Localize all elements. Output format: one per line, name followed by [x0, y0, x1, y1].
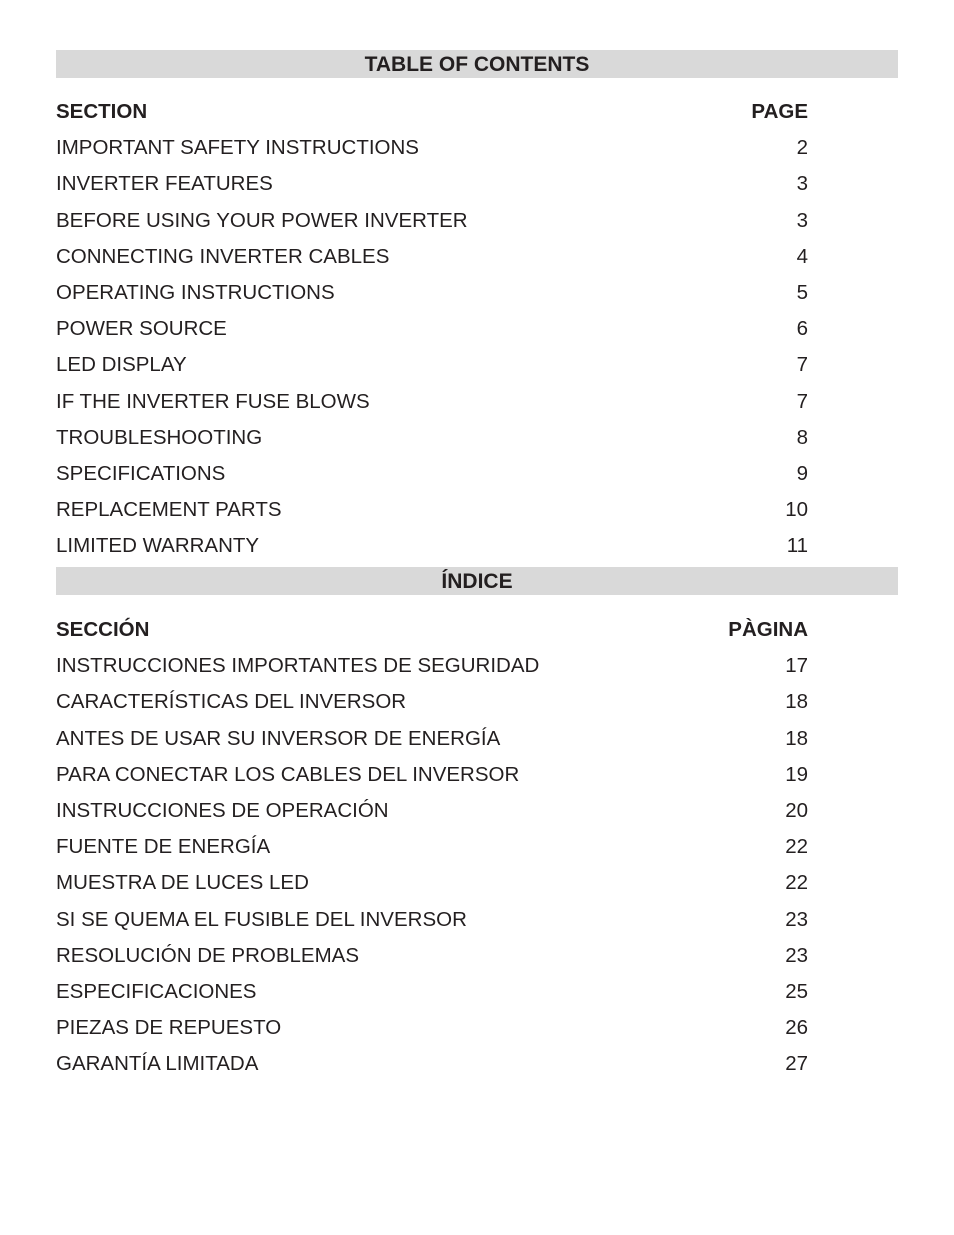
indice-entry[interactable]	[56, 684, 808, 720]
indice-entry[interactable]	[56, 938, 808, 974]
indice-entry-label: INSTRUCCIONES IMPORTANTES DE SEGURIDAD	[56, 654, 540, 678]
indice-header-row	[56, 612, 808, 648]
indice-entry-label: GARANTÍA LIMITADA	[56, 1052, 259, 1076]
toc-header-row	[56, 94, 808, 130]
toc-entry-label: OPERATING INSTRUCTIONS	[56, 281, 335, 305]
toc-entry-page: 3	[796, 172, 808, 196]
indice-entry[interactable]	[56, 648, 808, 684]
indice-entry-page: 23	[785, 943, 808, 967]
toc-title: TABLE OF CONTENTS	[364, 53, 590, 76]
indice-entry-page: 18	[785, 726, 808, 750]
toc-entry-page: 8	[796, 425, 808, 449]
indice-entry[interactable]	[56, 865, 808, 901]
indice-entry[interactable]	[56, 974, 808, 1010]
toc-spanish	[56, 612, 808, 1082]
toc-entry[interactable]	[56, 456, 808, 492]
toc-entry-label: SPECIFICATIONS	[56, 461, 226, 485]
pagina-column-header: PÀGINA	[728, 618, 808, 642]
toc-title-banner	[56, 50, 898, 78]
toc-entry-page: 7	[796, 389, 808, 413]
toc-entry[interactable]	[56, 528, 808, 564]
indice-entry-page: 19	[785, 762, 808, 786]
toc-entry[interactable]	[56, 384, 808, 420]
toc-entry[interactable]	[56, 420, 808, 456]
indice-title-banner	[56, 567, 898, 595]
toc-english	[56, 94, 808, 564]
toc-entry-page: 3	[796, 208, 808, 232]
indice-title: ÍNDICE	[441, 570, 513, 593]
toc-entry-label: CONNECTING INVERTER CABLES	[56, 244, 390, 268]
toc-entry-label: LED DISPLAY	[56, 353, 187, 377]
toc-entry[interactable]	[56, 347, 808, 383]
toc-entry[interactable]	[56, 492, 808, 528]
toc-entry-page: 5	[796, 281, 808, 305]
indice-entry-label: CARACTERÍSTICAS DEL INVERSOR	[56, 690, 407, 714]
toc-entry[interactable]	[56, 311, 808, 347]
toc-entry-label: IF THE INVERTER FUSE BLOWS	[56, 389, 370, 413]
indice-entry-label: FUENTE DE ENERGÍA	[56, 835, 271, 859]
indice-entry-label: ESPECIFICACIONES	[56, 979, 257, 1003]
indice-entry-page: 27	[785, 1052, 808, 1076]
toc-entry-label: TROUBLESHOOTING	[56, 425, 263, 449]
toc-entry-label: INVERTER FEATURES	[56, 172, 273, 196]
indice-entry-label: INSTRUCCIONES DE OPERACIÓN	[56, 799, 389, 823]
page-column-header: PAGE	[751, 100, 808, 124]
indice-entry[interactable]	[56, 829, 808, 865]
toc-entry[interactable]	[56, 239, 808, 275]
indice-entry-page: 20	[785, 799, 808, 823]
indice-entry-page: 17	[785, 654, 808, 678]
indice-entry-page: 22	[785, 871, 808, 895]
indice-entry-label: PARA CONECTAR LOS CABLES DEL INVERSOR	[56, 762, 520, 786]
indice-entry[interactable]	[56, 757, 808, 793]
toc-entry-page: 6	[796, 317, 808, 341]
toc-entry[interactable]	[56, 275, 808, 311]
toc-entry-page: 2	[796, 136, 808, 160]
indice-entry-label: ANTES DE USAR SU INVERSOR DE ENERGÍA	[56, 726, 501, 750]
indice-entry-page: 22	[785, 835, 808, 859]
toc-entry-page: 10	[785, 498, 808, 522]
indice-entry[interactable]	[56, 1046, 808, 1082]
toc-entry-page: 11	[786, 534, 808, 558]
indice-entry-label: SI SE QUEMA EL FUSIBLE DEL INVERSOR	[56, 907, 467, 931]
toc-entry-page: 9	[796, 461, 808, 485]
toc-entry-page: 4	[796, 244, 808, 268]
toc-entry[interactable]	[56, 203, 808, 239]
section-column-header: SECTION	[56, 100, 148, 124]
seccion-column-header: SECCIÓN	[56, 618, 150, 642]
toc-entry-label: BEFORE USING YOUR POWER INVERTER	[56, 208, 468, 232]
indice-entry[interactable]	[56, 1010, 808, 1046]
toc-entry-page: 7	[796, 353, 808, 377]
toc-entry[interactable]	[56, 166, 808, 202]
indice-entry-label: PIEZAS DE REPUESTO	[56, 1016, 282, 1040]
indice-entry-label: RESOLUCIÓN DE PROBLEMAS	[56, 943, 360, 967]
toc-entry-label: LIMITED WARRANTY	[56, 534, 260, 558]
indice-entry[interactable]	[56, 793, 808, 829]
indice-entry-page: 18	[785, 690, 808, 714]
indice-entry-page: 23	[785, 907, 808, 931]
toc-entry-label: REPLACEMENT PARTS	[56, 498, 282, 522]
indice-entry-page: 26	[785, 1016, 808, 1040]
indice-entry[interactable]	[56, 902, 808, 938]
indice-entry-page: 25	[785, 979, 808, 1003]
indice-entry[interactable]	[56, 721, 808, 757]
toc-entry-label: POWER SOURCE	[56, 317, 227, 341]
toc-entry-label: IMPORTANT SAFETY INSTRUCTIONS	[56, 136, 419, 160]
indice-entry-label: MUESTRA DE LUCES LED	[56, 871, 309, 895]
toc-entry[interactable]	[56, 130, 808, 166]
